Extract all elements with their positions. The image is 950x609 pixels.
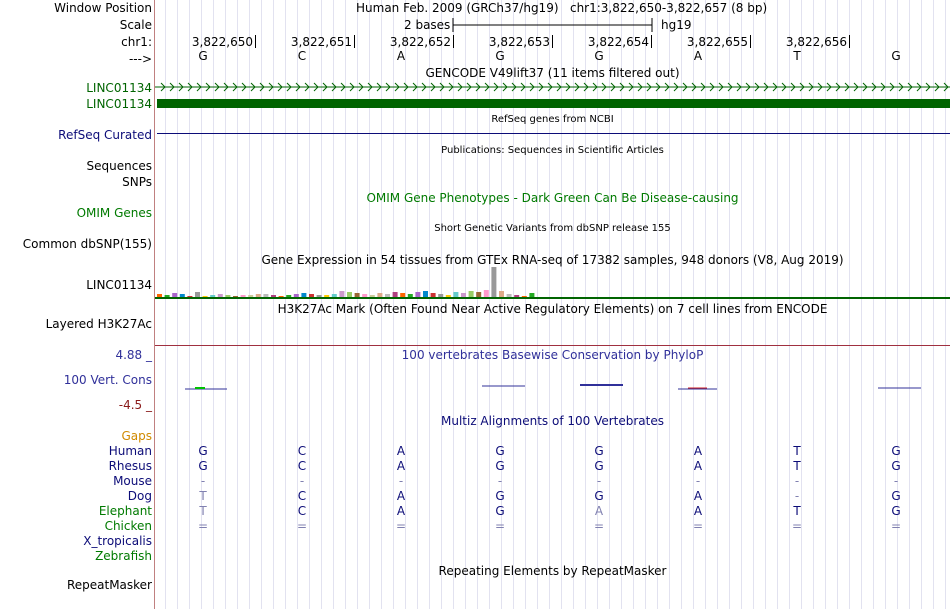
gtex-tissue-bar[interactable] [507,294,512,297]
gtex-tissue-bar[interactable] [385,294,390,297]
alignment-base: A [396,504,406,518]
gtex-label[interactable]: LINC01134 [86,278,152,292]
sequence-base: T [793,49,801,63]
chrom-label: chr1: [121,35,152,49]
scale-label: Scale [119,18,152,32]
alignment-base: C [297,504,307,518]
alignment-base: A [693,459,703,473]
scale-value: 2 bases [404,18,451,32]
ruler-tick [651,35,652,48]
gencode-transcript-2[interactable] [157,99,950,108]
phylop-min-label: -4.5 _ [118,398,152,412]
gtex-tissue-bar[interactable] [415,292,420,297]
alignment-base: = [395,519,407,533]
repeatmasker-title: Repeating Elements by RepeatMasker [438,564,667,578]
gtex-tissue-bar[interactable] [446,295,451,297]
alignment-base: G [495,444,505,458]
gaps-label[interactable]: Gaps [121,429,152,443]
alignment-base: G [495,504,505,518]
gtex-tissue-bar[interactable] [279,296,284,297]
gtex-tissue-bar[interactable] [339,291,344,297]
h3k27ac-title: H3K27Ac Mark (Often Found Near Active Regulatory Elements) on 7 cell lines from ENCODE [277,302,828,316]
gencode-label-1[interactable]: LINC01134 [86,81,152,95]
alignment-base: T [199,489,207,503]
alignment-base: = [197,519,209,533]
ruler-coordinate: 3,822,654 [587,35,649,49]
sequence-base: G [495,49,505,63]
gtex-tissue-bar[interactable] [203,296,208,297]
sequence-base: G [198,49,208,63]
ruler-tick [750,35,751,48]
gtex-bar-chart[interactable] [155,266,950,299]
alignment-base: G [198,459,208,473]
alignment-base: G [594,459,604,473]
gtex-tissue-bar[interactable] [271,295,276,297]
gtex-tissue-bar[interactable] [438,294,443,297]
gtex-tissue-bar[interactable] [180,294,185,297]
alignment-base: - [200,474,206,488]
sequence-base: C [297,49,307,63]
species-label[interactable]: Zebrafish [95,549,152,563]
alignment-base: G [891,459,901,473]
ruler-coordinate: 3,822,655 [686,35,748,49]
ruler-coordinate: 3,822,656 [785,35,847,49]
alignment-base: C [297,489,307,503]
gtex-tissue-bar[interactable] [172,293,177,297]
gtex-tissue-bar[interactable] [514,295,519,297]
alignment-base: = [593,519,605,533]
alignment-base: T [199,504,207,518]
alignment-base: G [495,489,505,503]
alignment-base: A [396,489,406,503]
species-label[interactable]: Elephant [98,504,152,518]
alignment-base: T [793,504,801,518]
phylop-signal[interactable] [155,380,950,394]
alignment-base: T [793,444,801,458]
gtex-tissue-bar[interactable] [393,292,398,297]
ruler-tick [849,35,850,48]
phylop-max-label: 4.88 _ [115,348,152,362]
alignment-base: G [891,504,901,518]
alignment-base: - [893,474,899,488]
repeatmasker-label[interactable]: RepeatMasker [66,578,152,592]
h3k27ac-baseline [155,345,950,346]
sequence-base: A [693,49,703,63]
window-position-label: Window Position [54,1,152,15]
ruler-coordinate: 3,822,652 [389,35,451,49]
scale-bar [452,17,657,33]
gtex-tissue-bar[interactable] [476,292,481,297]
gtex-tissue-bar[interactable] [218,294,223,297]
gtex-tissue-bar[interactable] [263,294,268,297]
gtex-tissue-bar[interactable] [233,296,238,297]
publications-title: Publications: Sequences in Scientific Articles [441,145,664,156]
alignment-base: A [594,504,604,518]
phylop-title: 100 vertebrates Basewise Conservation by PhyloP [401,348,704,362]
gtex-tissue-bar[interactable] [400,293,405,297]
gtex-tissue-bar[interactable] [248,295,253,297]
alignment-base: A [693,444,703,458]
ruler-tick [255,35,256,48]
alignment-base: = [692,519,704,533]
gtex-tissue-bar[interactable] [225,295,230,297]
alignment-base: T [793,459,801,473]
gtex-tissue-bar[interactable] [431,293,436,297]
alignment-base: - [695,474,701,488]
alignment-base: = [791,519,803,533]
alignment-base: C [297,444,307,458]
refseq-label[interactable]: RefSeq Curated [58,128,152,142]
alignment-base: A [693,504,703,518]
assembly-title [356,1,767,15]
gtex-tissue-bar[interactable] [377,293,382,297]
alignment-base: G [891,489,901,503]
alignment-base: A [396,459,406,473]
species-label[interactable]: Rhesus [108,459,152,473]
gtex-tissue-bar[interactable] [355,293,360,297]
species-label[interactable]: Dog [127,489,152,503]
gtex-tissue-bar[interactable] [256,294,261,297]
gtex-tissue-bar[interactable] [370,295,375,297]
multiz-title: Multiz Alignments of 100 Vertebrates [440,414,665,428]
gtex-tissue-bar[interactable] [294,294,299,297]
alignment-base: C [297,459,307,473]
alignment-base: - [794,474,800,488]
species-label[interactable]: Chicken [104,519,152,533]
gtex-tissue-bar[interactable] [157,294,162,297]
phylop-label[interactable]: 100 Vert. Cons [63,373,152,387]
sequence-base: A [396,49,406,63]
gtex-tissue-bar[interactable] [286,295,291,297]
ruler-tick [453,35,454,48]
gtex-tissue-bar[interactable] [484,290,489,297]
gtex-tissue-bar[interactable] [469,291,474,297]
gtex-tissue-bar[interactable] [347,292,352,297]
gtex-tissue-bar[interactable] [241,295,246,297]
db-label: hg19 [661,18,692,32]
gtex-tissue-bar[interactable] [522,296,527,297]
ruler-coordinate: 3,822,650 [191,35,253,49]
gtex-tissue-bar[interactable] [309,294,314,297]
omim-title: OMIM Gene Phenotypes - Dark Green Can Be Disease-causing [366,191,739,205]
gtex-title: Gene Expression in 54 tissues from GTEx RNA-seq of 17382 samples, 948 donors (V8, Aug 2019) [261,253,844,267]
window-position: chr1:3,822,650-3,822,657 (8 bp) [569,1,768,15]
alignment-base: G [891,444,901,458]
sequence-base: G [891,49,901,63]
alignment-base: A [693,489,703,503]
species-label[interactable]: Mouse [113,474,152,488]
assembly-name: Human Feb. 2009 (GRCh37/hg19) [356,1,559,15]
omim-label[interactable]: OMIM Genes [76,206,152,220]
ruler-coordinate: 3,822,653 [488,35,550,49]
alignment-base: G [594,489,604,503]
gtex-tissue-bar[interactable] [362,294,367,297]
alignment-base: - [794,489,800,503]
alignment-base: = [494,519,506,533]
gtex-tissue-bar[interactable] [301,293,306,297]
gtex-tissue-bar[interactable] [332,294,337,297]
dbsnp-title: Short Genetic Variants from dbSNP release 155 [434,223,671,234]
gtex-tissue-bar[interactable] [187,296,192,297]
ruler-coordinate: 3,822,651 [290,35,352,49]
gtex-tissue-bar[interactable] [317,295,322,297]
gtex-tissue-bar[interactable] [165,295,170,297]
gencode-label-2[interactable]: LINC01134 [86,97,152,111]
alignment-base: = [890,519,902,533]
alignment-base: A [396,444,406,458]
species-label[interactable]: X_tropicalis [83,534,152,548]
gtex-tissue-bar[interactable] [195,292,200,297]
publications-snps-label[interactable]: SNPs [122,175,152,189]
gtex-tissue-bar[interactable] [499,291,504,297]
alignment-base: = [296,519,308,533]
gtex-tissue-bar[interactable] [324,295,329,297]
gtex-tissue-bar[interactable] [491,267,496,297]
ruler-tick [552,35,553,48]
alignment-base: - [596,474,602,488]
ruler-tick [354,35,355,48]
refseq-title: RefSeq genes from NCBI [491,114,614,125]
h3k27ac-label[interactable]: Layered H3K27Ac [45,317,152,331]
species-label[interactable]: Human [108,444,152,458]
gtex-tissue-bar[interactable] [408,294,413,297]
gencode-title: GENCODE V49lift37 (11 items filtered out) [425,66,680,80]
alignment-base: - [497,474,503,488]
publications-sequences-label[interactable]: Sequences [86,159,152,173]
sequence-base: G [594,49,604,63]
alignment-base: - [398,474,404,488]
gtex-tissue-bar[interactable] [423,291,428,297]
gtex-tissue-bar[interactable] [461,293,466,297]
alignment-base: - [299,474,305,488]
gtex-tissue-bar[interactable] [529,293,534,297]
gencode-transcript-1[interactable] [155,82,950,92]
gtex-tissue-bar[interactable] [210,295,215,297]
refseq-line[interactable] [157,133,950,134]
gtex-tissue-bar[interactable] [453,292,458,297]
strand-label: ---> [128,52,152,66]
alignment-base: G [198,444,208,458]
alignment-base: G [594,444,604,458]
alignment-base: G [495,459,505,473]
dbsnp-label[interactable]: Common dbSNP(155) [22,237,152,251]
